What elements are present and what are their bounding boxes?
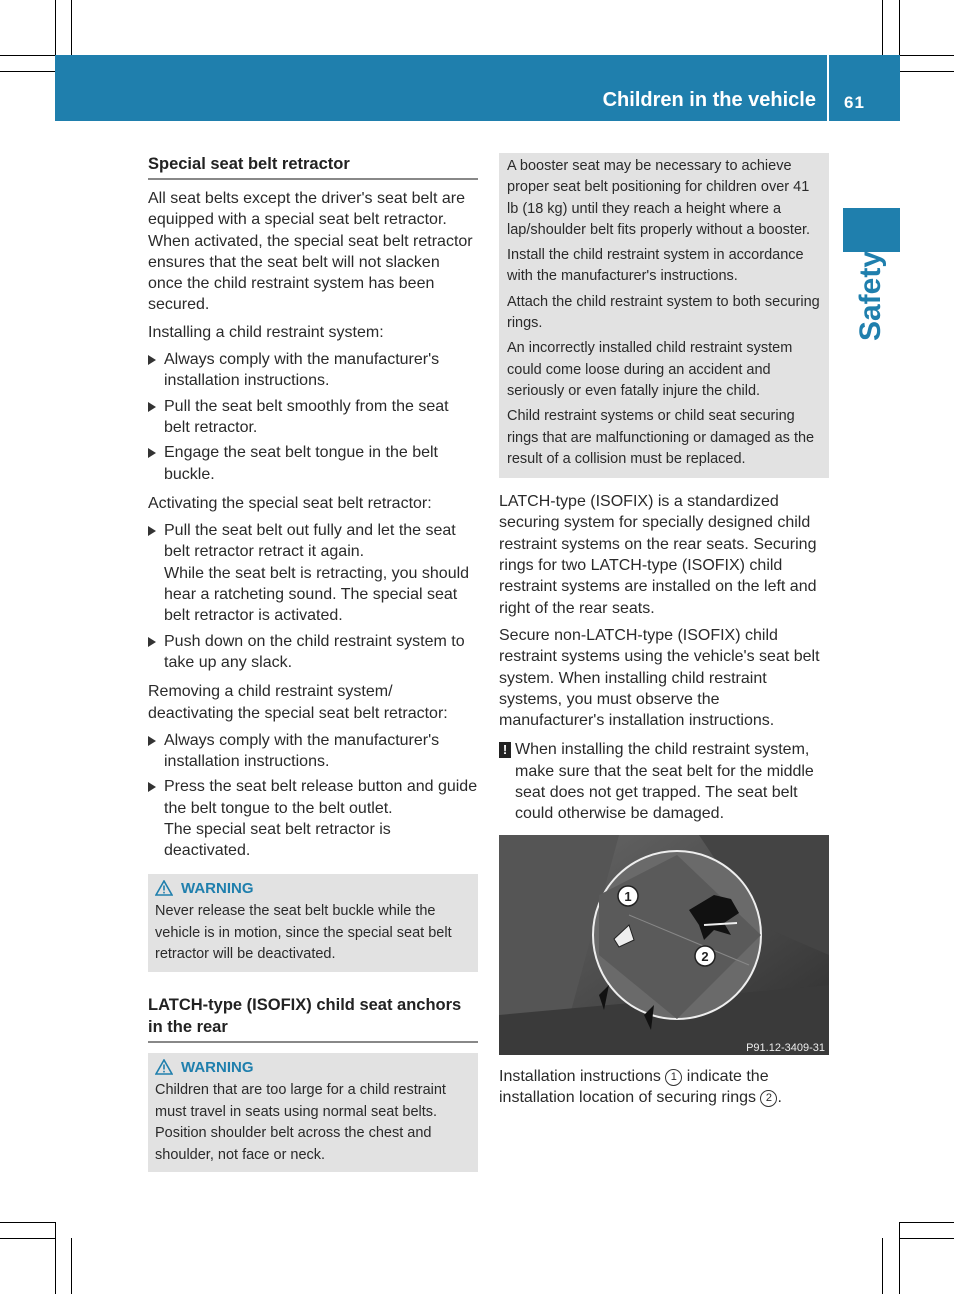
isofix-figure bbox=[499, 835, 829, 1055]
crop-mark bbox=[55, 0, 56, 55]
warning-triangle-icon bbox=[155, 1059, 173, 1075]
warning-label: WARNING bbox=[181, 1058, 254, 1076]
figure-caption: Installation instructions 1 indicate the installation location of securing rings 2 . bbox=[499, 1067, 782, 1106]
step-item: Press the seat belt release button and guide the belt tongue to the belt outlet. The special seat belt retractor is deactivated. bbox=[148, 776, 478, 861]
side-tab bbox=[843, 208, 900, 252]
reference-marker-2: 2 bbox=[760, 1090, 777, 1107]
arrow-icon bbox=[148, 782, 156, 792]
right-column bbox=[499, 153, 829, 1114]
heading-special-retractor: Special seat belt retractor bbox=[148, 153, 478, 180]
section-title: Children in the vehicle bbox=[602, 89, 816, 111]
crop-mark bbox=[55, 1222, 56, 1294]
step-item: Push down on the child restraint system to take up any slack. bbox=[148, 631, 478, 674]
info-paragraph: Child restraint systems or child seat securing rings that are malfunctioning or damaged as the result of a collision must be replaced. bbox=[507, 408, 815, 467]
paragraph: Removing a child restraint system/ deactivating the special seat belt retractor: bbox=[148, 683, 448, 722]
crop-mark bbox=[0, 1222, 55, 1223]
arrow-icon bbox=[148, 355, 156, 365]
warning-box bbox=[148, 1053, 478, 1173]
crop-mark bbox=[0, 55, 55, 56]
arrow-icon bbox=[148, 448, 156, 458]
step-item: Always comply with the manufacturer's installation instructions. bbox=[148, 349, 478, 392]
exclamation-icon: ! bbox=[499, 742, 511, 758]
arrow-icon bbox=[148, 637, 156, 647]
step-item: Engage the seat belt tongue in the belt buckle. bbox=[148, 442, 478, 485]
crop-mark bbox=[0, 71, 55, 72]
paragraph: All seat belts except the driver's seat belt are equipped with a special seat belt retractor. When activated, the special seat belt retractor ensures that the seat belt will not slacken once the child restraint system has been secured. bbox=[148, 190, 473, 314]
note-text: When installing the child restraint system, make sure that the seat belt for the middle seat does not get trapped. The seat belt could otherwise be damaged. bbox=[515, 741, 814, 823]
crop-mark bbox=[899, 71, 954, 72]
arrow-icon bbox=[148, 736, 156, 746]
info-paragraph: A booster seat may be necessary to achieve proper seat belt positioning for children over 41 lb (18 kg) until they reach a height where a lap/shoulder belt fits properly without a booster. bbox=[507, 158, 811, 238]
step-item: Pull the seat belt out fully and let the seat belt retractor retract it again. While the seat belt is retracting, you should hear a ratcheting sound. The special seat belt retractor is activated. bbox=[148, 520, 478, 626]
note bbox=[499, 739, 829, 824]
warning-triangle-icon bbox=[155, 880, 173, 896]
warning-text: Never release the seat belt buckle while the vehicle is in motion, since the special seat belt retractor will be deactivated. bbox=[155, 903, 452, 963]
isofix-illustration bbox=[499, 835, 829, 1055]
paragraph: Activating the special seat belt retractor: bbox=[148, 494, 432, 512]
paragraph: Installing a child restraint system: bbox=[148, 323, 384, 341]
crop-mark bbox=[882, 1238, 883, 1294]
heading-latch: LATCH-type (ISOFIX) child seat anchors in the rear bbox=[148, 994, 478, 1043]
paragraph: Secure non-LATCH-type (ISOFIX) child restraint systems using the vehicle's seat belt system. When installing child restraint systems, you must observe the manufacturer's installation instructions. bbox=[499, 626, 820, 730]
arrow-icon bbox=[148, 526, 156, 536]
figure-label-2: 2 bbox=[701, 948, 709, 964]
crop-mark bbox=[71, 1238, 72, 1294]
crop-mark bbox=[899, 55, 954, 56]
side-tab-label: Safety bbox=[854, 250, 887, 342]
header-divider bbox=[827, 55, 829, 121]
figure-code: P91.12-3409-31 bbox=[746, 1041, 825, 1054]
info-paragraph: An incorrectly installed child restraint system could come loose during an accident and seriously or even fatally injure the child. bbox=[507, 340, 793, 399]
info-box bbox=[499, 153, 829, 478]
page-number: 61 bbox=[844, 93, 865, 112]
left-column bbox=[148, 153, 478, 1172]
crop-mark bbox=[899, 0, 900, 55]
crop-mark bbox=[899, 1222, 900, 1294]
crop-mark bbox=[0, 1238, 55, 1239]
info-paragraph: Attach the child restraint system to both securing rings. bbox=[507, 293, 820, 332]
step-item: Always comply with the manufacturer's installation instructions. bbox=[148, 730, 478, 773]
step-item: Pull the seat belt smoothly from the seat belt retractor. bbox=[148, 396, 478, 439]
paragraph: LATCH-type (ISOFIX) is a standardized securing system for specially designed child restraint systems on the rear seats. Securing rings for two LATCH-type (ISOFIX) child restraint systems are installed on the left and right of the rear seats. bbox=[499, 493, 817, 617]
warning-label: WARNING bbox=[181, 879, 254, 897]
crop-mark bbox=[899, 1222, 954, 1223]
reference-marker-1: 1 bbox=[665, 1069, 682, 1086]
warning-text: Children that are too large for a child restraint must travel in seats using normal seat belts. Position shoulder belt across the chest and shoulder, not face or neck. bbox=[155, 1082, 446, 1163]
crop-mark bbox=[899, 1238, 954, 1239]
info-paragraph: Install the child restraint system in accordance with the manufacturer's instructions. bbox=[507, 247, 804, 285]
step-result: The special seat belt retractor is deactivated. bbox=[164, 821, 391, 860]
crop-mark bbox=[882, 0, 883, 55]
arrow-icon bbox=[148, 402, 156, 412]
step-result: While the seat belt is retracting, you should hear a ratcheting sound. The special seat belt retractor is activated. bbox=[164, 564, 470, 625]
figure-label-1: 1 bbox=[624, 888, 632, 904]
warning-box bbox=[148, 874, 478, 972]
crop-mark bbox=[71, 0, 72, 55]
